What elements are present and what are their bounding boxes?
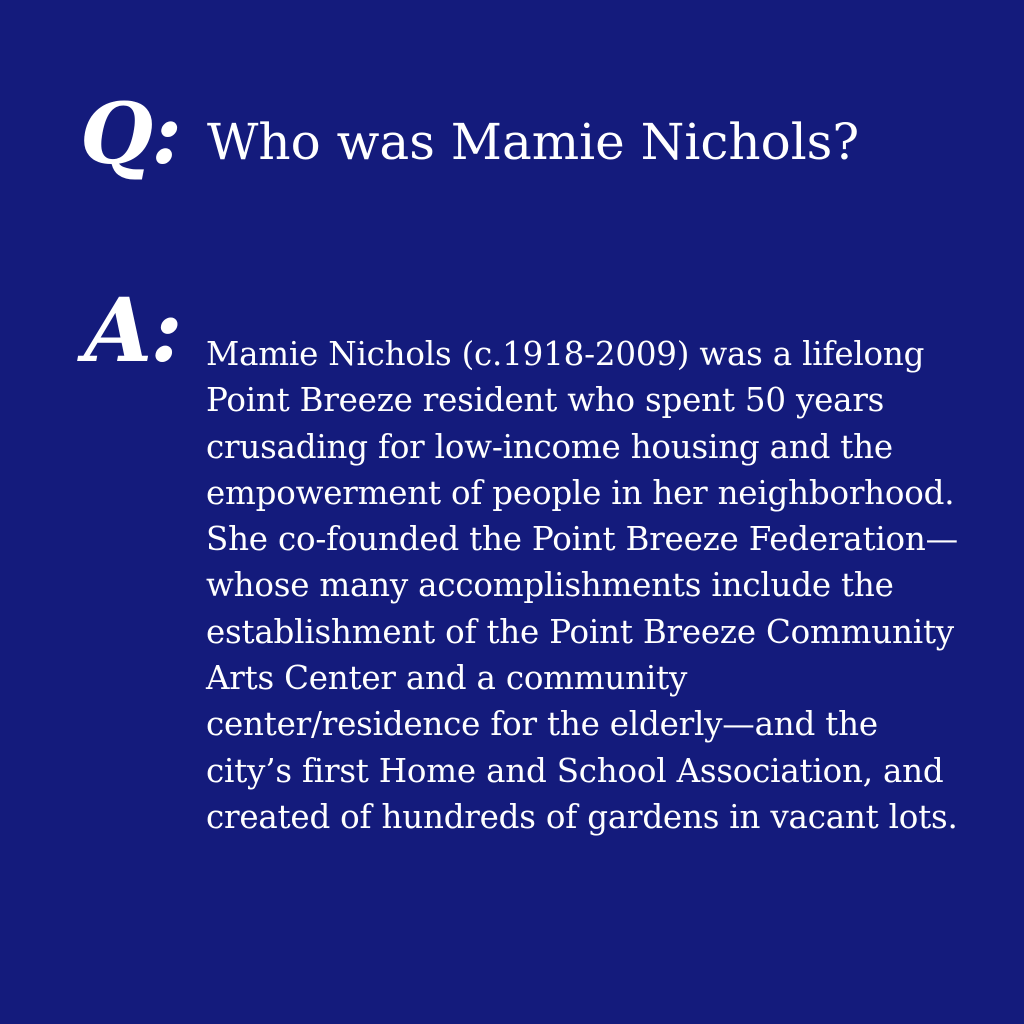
question-marker: Q: [80, 84, 181, 183]
question-heading: Who was Mamie Nichols? [207, 113, 860, 171]
answer-marker: A: [84, 278, 181, 382]
answer-paragraph: Mamie Nichols (c.1918-2009) was a lifelong Point Breeze resident who spent 50 years crusading for low-income housing and the empowerment of people in her neighborhood. She co-founded the Point Breeze Federation—whose many accomplishments include the establishment of the Point Breeze Community Arts Center and a community center/residence for the elderly—and the city’s first Home and School Association, and created of hundreds of gardens in vacant lots. [206, 335, 958, 836]
